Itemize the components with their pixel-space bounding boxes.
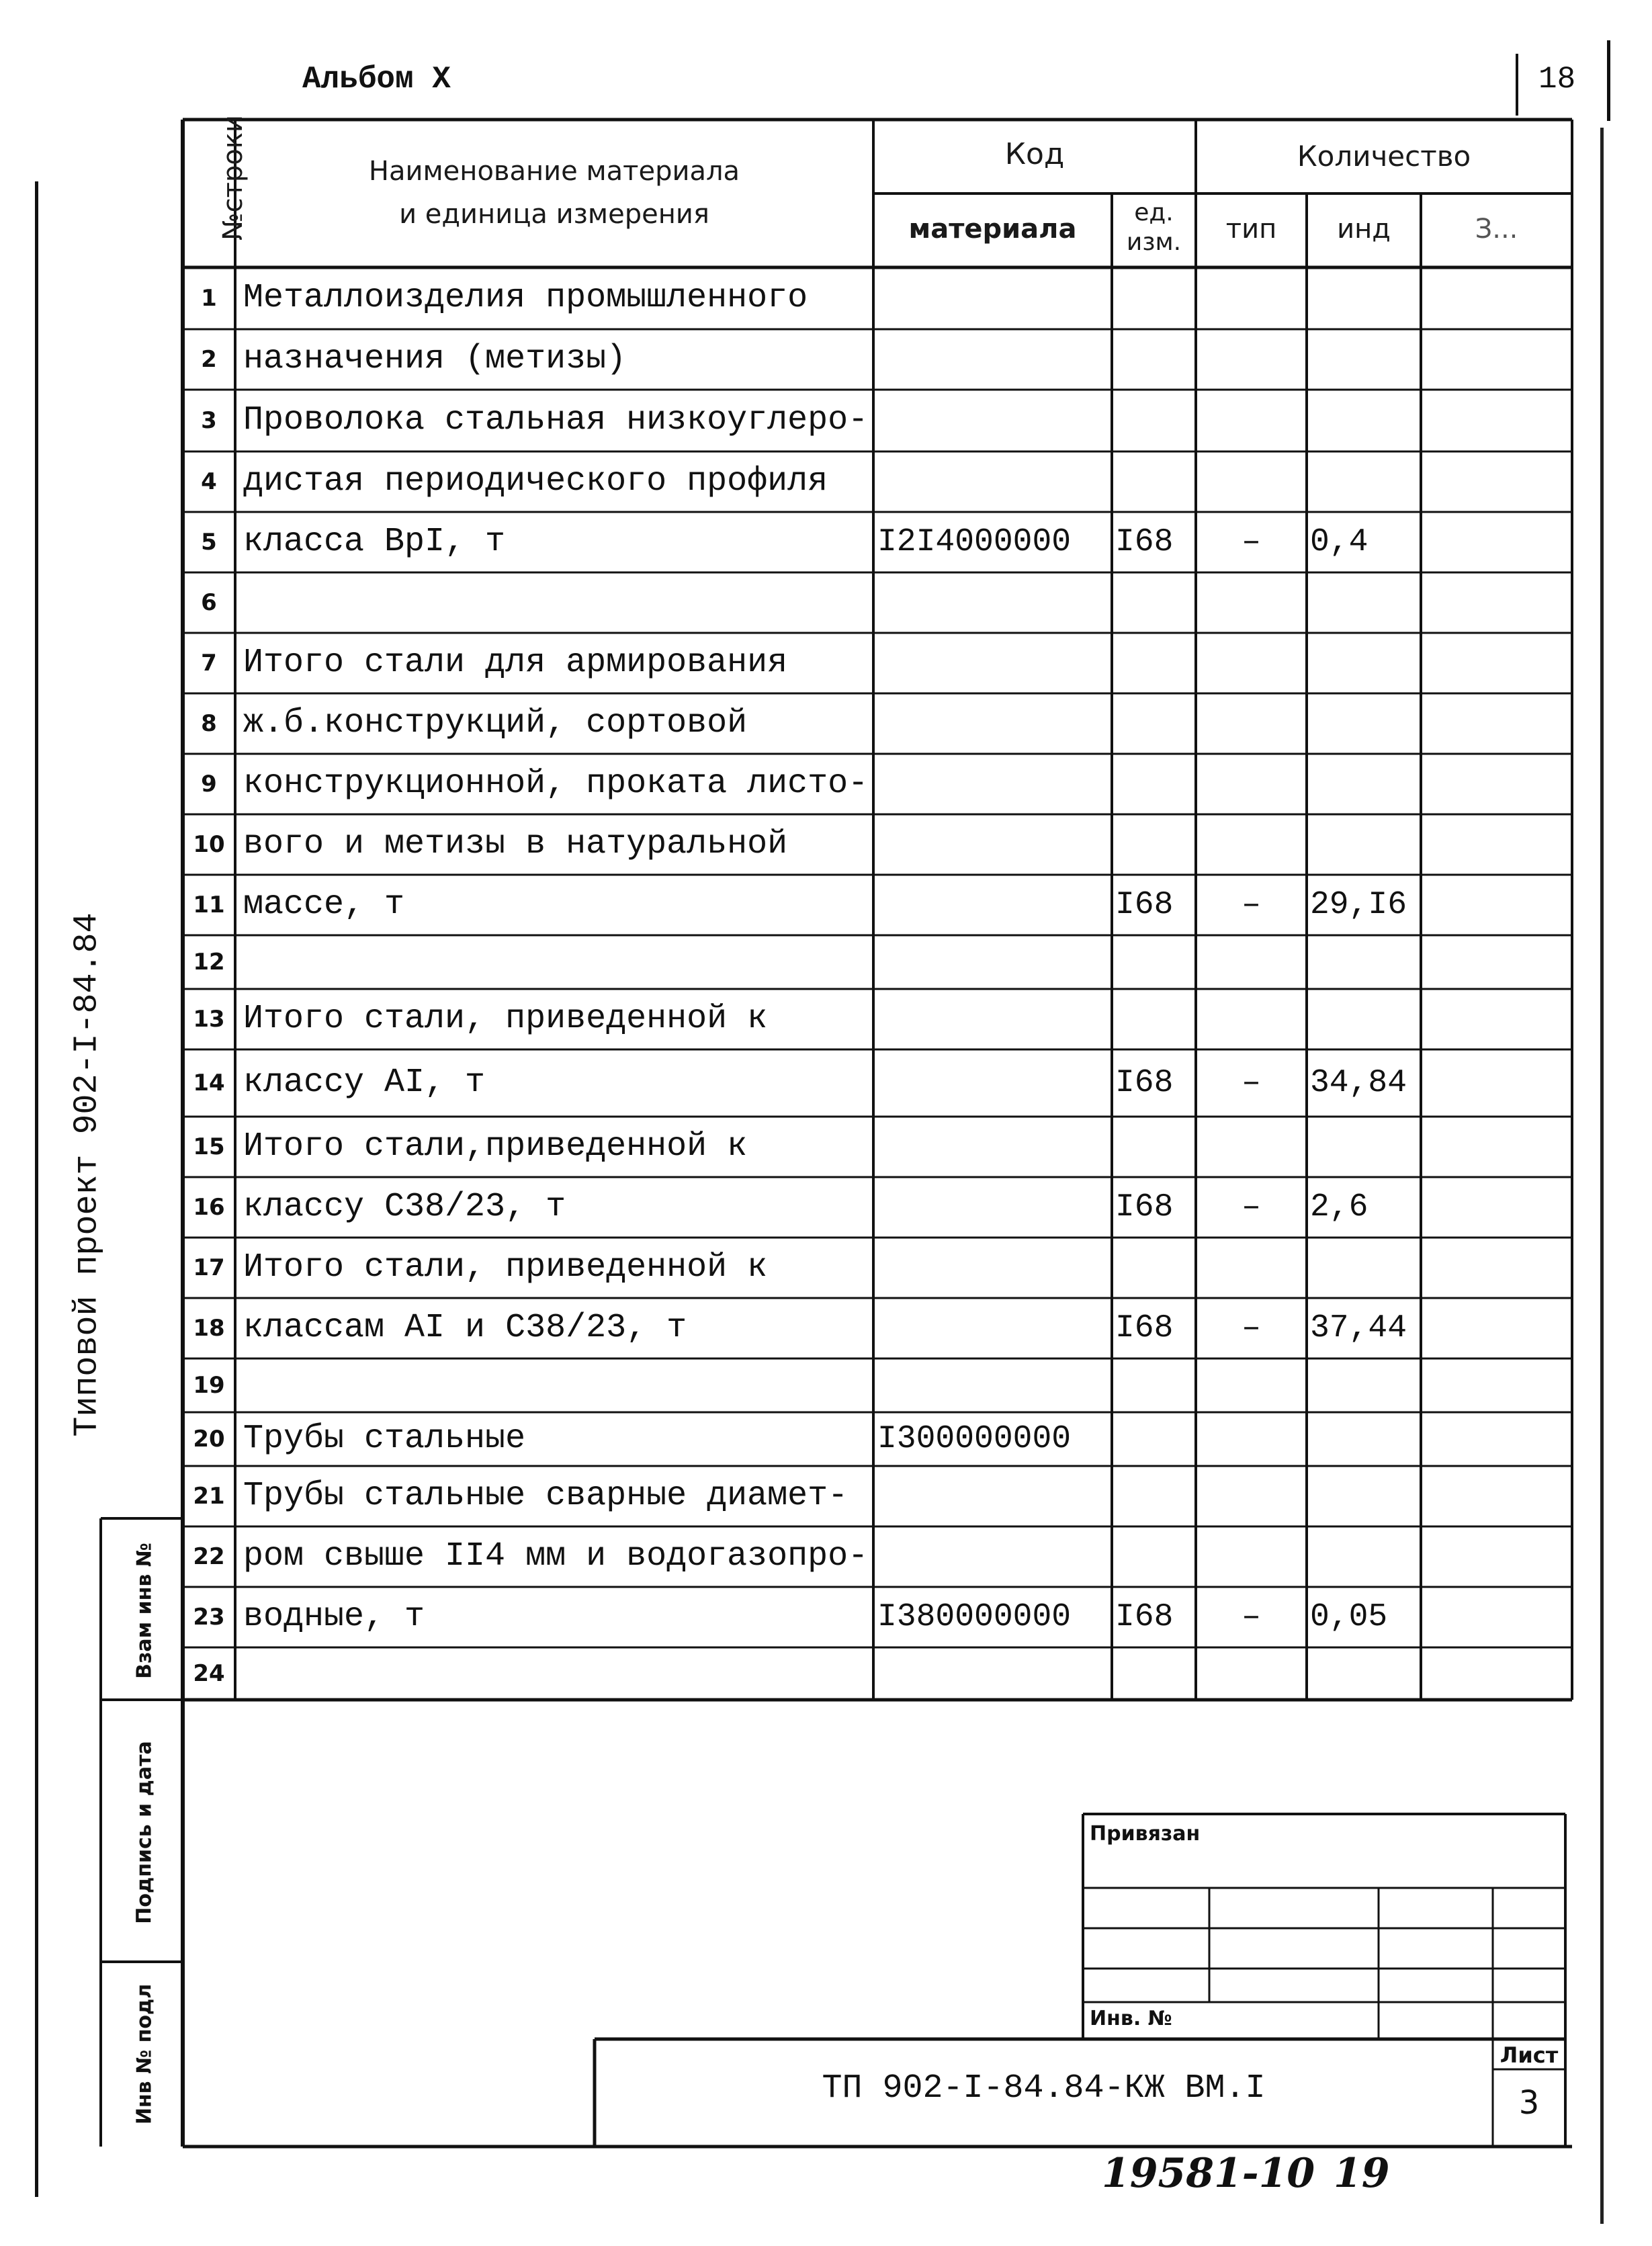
row-type: [1196, 451, 1307, 512]
header-name-line1: Наименование материала: [368, 156, 740, 187]
row-name: Металлоизделия промышленного: [243, 279, 808, 317]
row-type: [1196, 1412, 1307, 1466]
row-code: [877, 935, 1109, 989]
row-ind: 37,44: [1310, 1310, 1407, 1346]
row-unit: I68: [1115, 1065, 1174, 1101]
row-code: [877, 1049, 1109, 1117]
row-number: 12: [193, 949, 225, 976]
row-ind: [1310, 989, 1421, 1049]
row-ind: [1310, 1412, 1421, 1466]
row-code: [877, 1647, 1109, 1700]
row-type: –: [1242, 524, 1261, 560]
row-code: [877, 633, 1109, 693]
row-name: Итого стали для армирования: [243, 644, 788, 682]
row-ind: [1310, 1358, 1421, 1412]
row-code: [877, 989, 1109, 1049]
album-label: Альбом X: [302, 62, 451, 97]
row-number: 17: [193, 1254, 225, 1281]
row-ind: [1310, 572, 1421, 633]
row-unit: [1115, 989, 1194, 1049]
row-number: 8: [201, 710, 217, 737]
stamp-sign-date: Подпись и дата: [132, 1741, 157, 1924]
row-ind: [1310, 814, 1421, 875]
row-number: 5: [201, 529, 217, 556]
document-code: ТП 902-I-84.84-КЖ ВМ.I: [822, 2069, 1266, 2108]
row-type: –: [1242, 1065, 1261, 1101]
row-name: вого и метизы в натуральной: [243, 825, 788, 863]
row-type: [1196, 989, 1307, 1049]
row-ind: [1310, 1647, 1421, 1700]
header-code-material: материала: [908, 214, 1077, 245]
row-ind: [1310, 267, 1421, 329]
row-unit: I68: [1115, 887, 1174, 923]
row-name: классу С38/23, т: [243, 1188, 566, 1226]
row-code: I2I4000000: [877, 524, 1072, 560]
handwritten-number: 19581-10: [1102, 2150, 1315, 2197]
side-project-label: Типовой проект 902-I-84.84: [68, 912, 107, 1437]
row-code: [877, 1177, 1109, 1238]
row-type: [1196, 935, 1307, 989]
row-unit: [1115, 814, 1194, 875]
row-name: дистая периодического профиля: [243, 462, 828, 501]
sheet-label: Лист: [1499, 2042, 1559, 2068]
row-number: 9: [201, 771, 217, 797]
row-ind: 29,I6: [1310, 887, 1407, 923]
row-unit: [1115, 451, 1194, 512]
row-name: классу АI, т: [243, 1064, 486, 1102]
row-code: [877, 572, 1109, 633]
header-type: тип: [1225, 214, 1277, 245]
row-ind: [1310, 1466, 1421, 1526]
row-code: [877, 451, 1109, 512]
row-number: 4: [201, 468, 217, 495]
sheet-number: 3: [1518, 2084, 1540, 2122]
row-unit: I68: [1115, 1310, 1174, 1346]
row-name: класса ВрI, т: [243, 523, 506, 561]
row-number: 1: [201, 285, 217, 312]
row-unit: [1115, 754, 1194, 814]
row-name: [243, 1647, 871, 1700]
row-ind: 0,05: [1310, 1599, 1388, 1635]
row-ind: [1310, 1238, 1421, 1298]
row-name: [243, 572, 871, 633]
row-name: Проволока стальная низкоуглеро-: [243, 401, 869, 439]
row-number: 22: [193, 1543, 225, 1570]
row-code: [877, 754, 1109, 814]
row-unit: I68: [1115, 1189, 1174, 1225]
inv-no-label: Инв. №: [1090, 2007, 1172, 2030]
row-number: 6: [201, 589, 217, 616]
row-type: –: [1242, 1310, 1261, 1346]
row-name: ж.б.конструкций, сортовой: [243, 704, 748, 742]
row-type: [1196, 814, 1307, 875]
row-unit: [1115, 572, 1194, 633]
header-ind: инд: [1337, 214, 1391, 245]
row-code: [877, 1238, 1109, 1298]
row-number: 16: [193, 1194, 225, 1221]
row-type: [1196, 1117, 1307, 1177]
row-ind: 0,4: [1310, 524, 1368, 560]
row-ind: [1310, 693, 1421, 754]
row-number: 18: [193, 1315, 225, 1342]
header-code: Код: [1004, 137, 1065, 171]
row-number: 11: [193, 892, 225, 918]
row-ind: 2,6: [1310, 1189, 1368, 1225]
bound-label: Привязан: [1090, 1822, 1201, 1846]
row-type: [1196, 1526, 1307, 1587]
row-number: 14: [193, 1070, 225, 1096]
page-corner-number: 18: [1538, 62, 1576, 97]
stamp-replaced-inv: Взам инв №: [132, 1543, 157, 1679]
row-ind: [1310, 329, 1421, 390]
row-ind: 34,84: [1310, 1065, 1407, 1101]
row-ind: [1310, 633, 1421, 693]
row-type: [1196, 390, 1307, 451]
row-type: [1196, 633, 1307, 693]
row-unit: [1115, 329, 1194, 390]
row-unit: [1115, 1466, 1194, 1526]
row-code: [877, 329, 1109, 390]
row-number: 19: [193, 1372, 225, 1399]
row-code: I300000000: [877, 1421, 1072, 1457]
row-number: 15: [193, 1133, 225, 1160]
row-code: [877, 875, 1109, 935]
header-quantity: Количество: [1297, 140, 1471, 173]
row-number: 10: [193, 831, 225, 858]
row-unit: [1115, 935, 1194, 989]
handwritten-page: 19: [1334, 2150, 1390, 2197]
row-type: –: [1242, 1599, 1261, 1635]
row-ind: [1310, 1117, 1421, 1177]
row-name: [243, 935, 871, 989]
row-unit: [1115, 1647, 1194, 1700]
row-type: –: [1242, 1189, 1261, 1225]
row-code: [877, 267, 1109, 329]
row-code: [877, 1298, 1109, 1358]
row-name: массе, т: [243, 886, 405, 924]
header-rownum: №строки: [218, 115, 249, 241]
row-code: [877, 1526, 1109, 1587]
row-unit: I68: [1115, 1599, 1174, 1635]
row-code: [877, 1117, 1109, 1177]
row-unit: [1115, 693, 1194, 754]
row-unit: I68: [1115, 524, 1174, 560]
row-ind: [1310, 754, 1421, 814]
row-name: Трубы стальные сварные диамет-: [243, 1477, 849, 1515]
row-name: [243, 1358, 871, 1412]
row-number: 20: [193, 1426, 225, 1453]
row-ind: [1310, 390, 1421, 451]
row-type: [1196, 1238, 1307, 1298]
row-unit: [1115, 1412, 1194, 1466]
row-name: Итого стали, приведенной к: [243, 1000, 768, 1038]
stamp-orig-inv: Инв № подл: [132, 1983, 157, 2125]
row-unit: [1115, 1238, 1194, 1298]
row-name: ром свыше II4 мм и водогазопро-: [243, 1537, 869, 1575]
row-number: 7: [201, 650, 217, 677]
row-type: [1196, 572, 1307, 633]
row-unit: [1115, 1117, 1194, 1177]
row-name: назначения (метизы): [243, 340, 627, 378]
row-code: [877, 1466, 1109, 1526]
row-unit: [1115, 633, 1194, 693]
header-unit-line2: изм.: [1126, 228, 1182, 256]
row-number: 24: [193, 1660, 225, 1687]
row-type: [1196, 1647, 1307, 1700]
row-type: [1196, 1466, 1307, 1526]
row-name: конструкционной, проката листо-: [243, 765, 869, 803]
row-number: 2: [201, 346, 217, 373]
row-unit: [1115, 1526, 1194, 1587]
header-third: З...: [1475, 214, 1518, 245]
row-ind: [1310, 935, 1421, 989]
row-code: I380000000: [877, 1599, 1072, 1635]
row-type: [1196, 329, 1307, 390]
row-code: [877, 814, 1109, 875]
row-number: 3: [201, 407, 217, 434]
row-unit: [1115, 390, 1194, 451]
row-unit: [1115, 267, 1194, 329]
row-type: [1196, 1358, 1307, 1412]
row-name: Итого стали,приведенной к: [243, 1127, 748, 1166]
header-unit-line1: ед.: [1134, 199, 1174, 226]
row-number: 23: [193, 1604, 225, 1631]
row-type: [1196, 754, 1307, 814]
row-ind: [1310, 451, 1421, 512]
row-code: [877, 693, 1109, 754]
row-name: классам АI и С38/23, т: [243, 1309, 687, 1347]
row-unit: [1115, 1358, 1194, 1412]
row-ind: [1310, 1526, 1421, 1587]
row-number: 21: [193, 1483, 225, 1510]
row-number: 13: [193, 1006, 225, 1033]
row-name: Трубы стальные: [243, 1420, 526, 1458]
row-code: [877, 1358, 1109, 1412]
row-type: [1196, 693, 1307, 754]
row-type: [1196, 267, 1307, 329]
row-name: водные, т: [243, 1598, 425, 1636]
row-code: [877, 390, 1109, 451]
header-name-line2: и единица измерения: [399, 199, 709, 230]
row-name: Итого стали, приведенной к: [243, 1248, 768, 1287]
row-type: –: [1242, 887, 1261, 923]
